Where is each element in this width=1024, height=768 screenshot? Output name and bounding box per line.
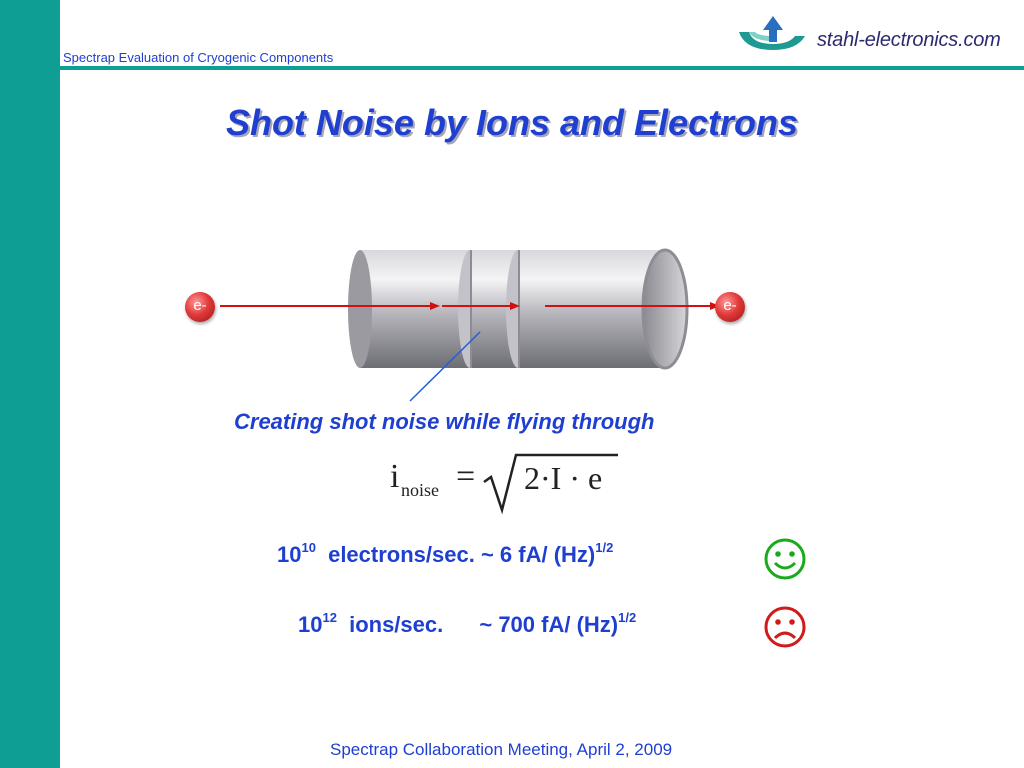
logo-text: stahl-electronics.com (817, 29, 1001, 51)
electron-left-icon: e- (185, 292, 215, 322)
electron-rate-exponent: 10 (301, 540, 316, 555)
ion-detector-diagram (180, 235, 760, 405)
ion-rate-base: 10 (298, 612, 323, 637)
ion-rate-exponent: 12 (322, 610, 337, 625)
ion-rate-approx-exponent: 1/2 (618, 610, 637, 625)
diagram-caption: Creating shot noise while flying through (234, 409, 655, 434)
ion-rate-particles: ions/sec. (349, 612, 444, 637)
smiley-happy-icon (763, 537, 807, 581)
smiley-sad-icon (763, 605, 807, 649)
formula-equals: = (456, 458, 476, 495)
slide-title: Shot Noise by Ions and Electrons (225, 102, 799, 143)
electron-rate-approx: ~ 6 fA/ (Hz) (480, 542, 596, 567)
electron-rate-approx-exponent: 1/2 (595, 540, 614, 555)
electron-rate-base: 10 (277, 542, 302, 567)
formula-lhs: i (390, 458, 400, 495)
ion-rate-approx: ~ 700 fA/ (Hz) (479, 612, 619, 637)
formula-rhs: 2·I · e (524, 460, 603, 496)
footer-text: Spectrap Collaboration Meeting, April 2, 2009 (330, 740, 673, 759)
electron-right-icon: e- (715, 292, 745, 322)
header-subtitle: Spectrap Evaluation of Cryogenic Components (63, 50, 334, 65)
company-logo (735, 10, 1020, 60)
header-rule (60, 66, 1024, 70)
electron-rate-line (277, 542, 613, 568)
shot-noise-formula (384, 452, 624, 514)
electron-rate-particles: electrons/sec. (328, 542, 475, 567)
formula-lhs-subscript: noise (401, 480, 439, 500)
logo-mark-icon (735, 10, 815, 60)
cylinder-electrodes-icon (180, 235, 760, 405)
ion-rate-line (298, 612, 636, 638)
